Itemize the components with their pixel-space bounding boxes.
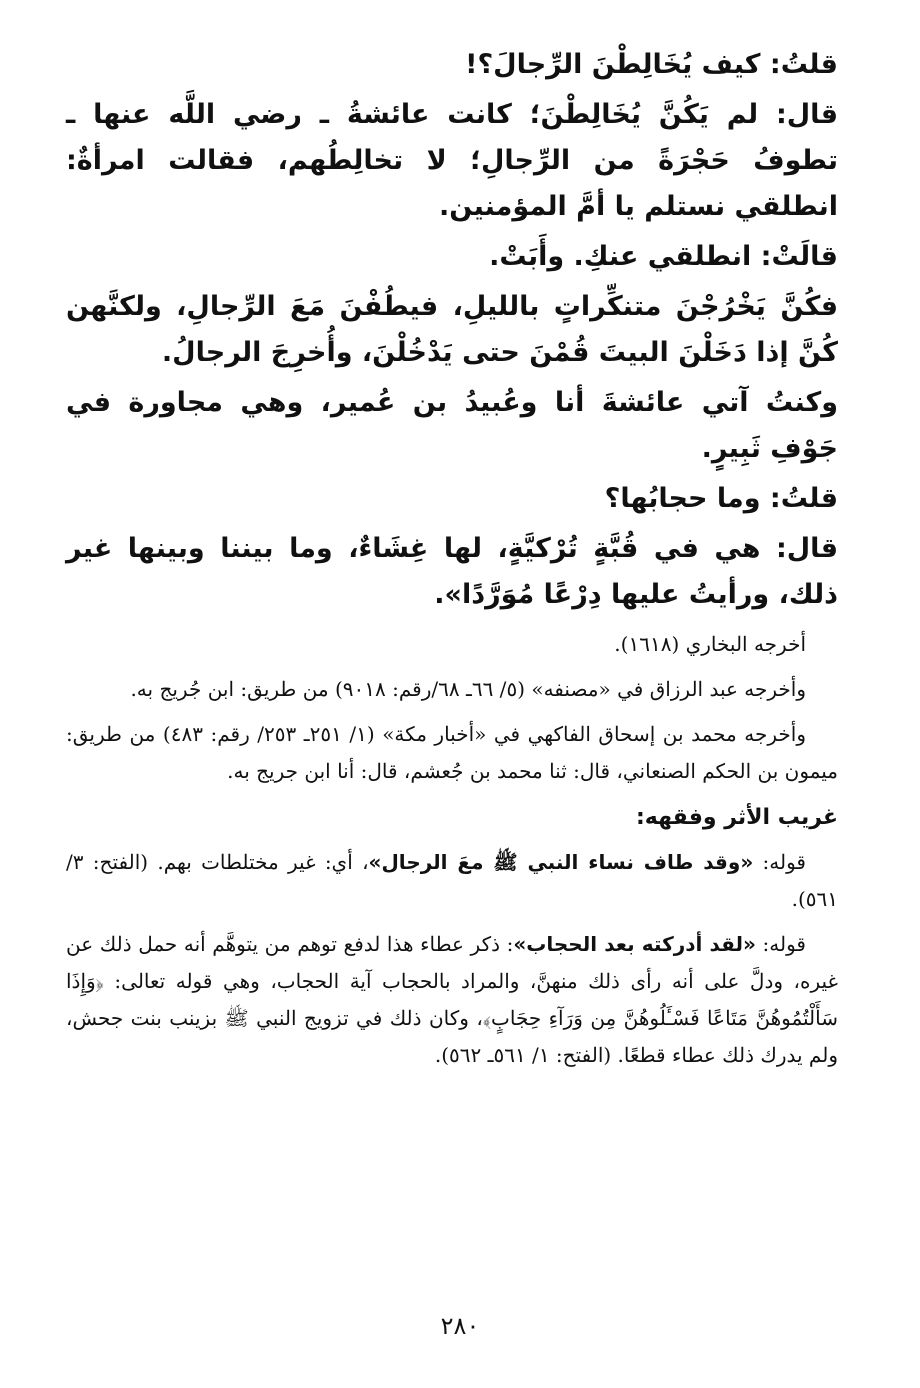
- main-paragraph-4: فكُنَّ يَخْرُجْنَ متنكِّراتٍ بالليلِ، فيطُفْنَ مَعَ الرِّجالِ، ولكنَّهن كُنَّ إذا دَخَلْنَ البيتَ قُمْنَ حتى يَدْخُلْنَ، وأُخرِجَ الرجالُ.: [66, 291, 838, 368]
- footnote-3: وأخرجه محمد بن إسحاق الفاكهي في «أخبار مكة» (١/ ٢٥١ـ ٢٥٣/ رقم: ٤٨٣) من طريق: ميمون بن الحكم الصنعاني، قال: ثنا محمد بن جُعشم، قال: أنا ابن جريج به.: [66, 722, 838, 783]
- commentary-1-text: ، أي: غير مختلطات بهم. (الفتح: ٣/ ٥٦١).: [66, 850, 838, 911]
- page-body: [66, 42, 838, 1082]
- commentary-1: [66, 844, 838, 918]
- page-number: ٢٨٠: [440, 1312, 480, 1340]
- main-paragraph-3: قالَتْ: انطلقي عنكِ. وأَبَتْ.: [489, 241, 838, 272]
- main-paragraph-7: قال: هي في قُبَّةٍ تُرْكيَّةٍ، لها غِشَاءٌ، وما بيننا وبينها غير ذلك، ورأيتُ عليها دِرْعًا مُوَرَّدًا».: [66, 533, 838, 610]
- commentary-1-quote: «وقد طاف نساء النبي ﷺ معَ الرجال»: [368, 850, 754, 874]
- footnote-2: وأخرجه عبد الرزاق في «مصنفه» (٥/ ٦٦ـ ٦٨/رقم: ٩٠١٨) من طريق: ابن جُريج به.: [130, 677, 806, 701]
- main-paragraph-1: قلتُ: كيف يُخَالِطْنَ الرِّجالَ؟!: [465, 49, 838, 80]
- commentary-2-prefix: قوله:: [755, 932, 806, 956]
- commentary-2-text: : ذكر عطاء هذا لدفع توهم من يتوهَّم أنه حمل ذلك عن غيره، ودلَّ على أنه رأى ذلك منهنَّ، والمراد بالحجاب آية الحجاب، وهي قوله تعالى: ﴿وَإِذَا سَأَلْتُمُوهُنَّ مَتَاعًا فَسْـَٔلُوهُنَّ مِن وَرَآءِ حِجَابٍ﴾، وكان ذلك في تزويج النبي ﷺ بزينب بنت جحش، ولم يدرك ذلك عطاء قطعًا. (الفتح: ١/ ٥٦١ـ ٥٦٢).: [66, 932, 838, 1067]
- main-paragraph-5: وكنتُ آتي عائشةَ أنا وعُبيدُ بن عُمير، وهي مجاورة في جَوْفِ ثَبِيرٍ.: [66, 387, 838, 464]
- commentary-2: [66, 926, 838, 1074]
- main-paragraph-6: قلتُ: وما حجابُها؟: [604, 483, 838, 514]
- commentary-1-prefix: قوله:: [753, 850, 806, 874]
- commentary-2-quote: «لقد أدركته بعد الحجاب»: [513, 932, 756, 956]
- footnote-1: أخرجه البخاري (١٦١٨).: [614, 632, 806, 656]
- main-paragraph-2: قال: لم يَكُنَّ يُخَالِطْنَ؛ كانت عائشةُ ـ رضي اللَّه عنها ـ تطوفُ حَجْرَةً من الرِّجالِ؛ لا تخالِطُهم، فقالت امرأةٌ: انطلقي نستلم يا أمَّ المؤمنين.: [66, 99, 838, 222]
- section-heading: غريب الأثر وفقهه:: [635, 805, 838, 830]
